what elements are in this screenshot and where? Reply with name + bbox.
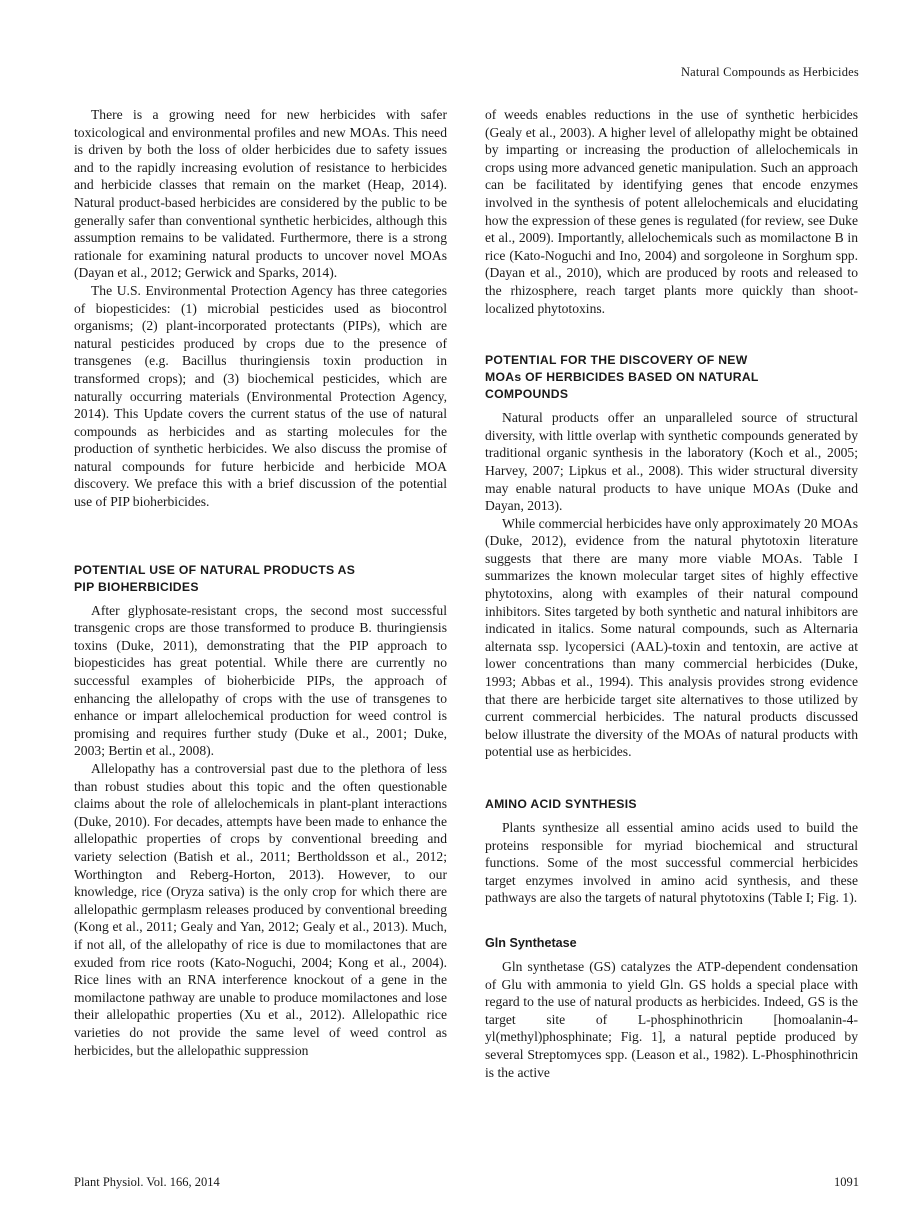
section-heading-line: COMPOUNDS: [485, 387, 569, 402]
body-paragraph: Plants synthesize all essential amino acids used to build the proteins responsible for myriad biochemical and structural functions. Some of the most successful commercial herbicides target enzymes involved in amino acid synthesis, and these pathways are also the targets of natural phytotoxins (Table I; Fig. 1).: [485, 820, 858, 906]
section-heading-line: PIP BIOHERBICIDES: [74, 579, 199, 594]
body-paragraph: Natural products offer an unparalleled source of structural diversity, with little overlap with synthetic compounds generated by traditional organic synthesis in the laboratory (Koch et al., 2005; Harvey, 2007; Lipkus et al., 2008). This wider structural diversity may enable natural products to have unique MOAs (Duke and Dayan, 2013).: [485, 410, 858, 514]
running-title: Natural Compounds as Herbicides: [680, 65, 859, 79]
section-heading-line: MOAs OF HERBICIDES BASED ON NATURAL: [485, 370, 759, 385]
body-paragraph: There is a growing need for new herbicides with safer toxicological and environmental profiles and new MOAs. This need is driven by both the loss of older herbicides due to safety issues and to the rapidly increasing evolution of resistance to herbicides and herbicide classes that remain on the market (Heap, 2014). Natural product-based herbicides are considered by the public to be generally safer than conventional synthetic herbicides, although this assumption remains to be validated. Furthermore, there is a strong rationale for examining natural products to uncover novel MOAs (Dayan et al., 2012; Gerwick and Sparks, 2014).: [74, 107, 447, 281]
body-paragraph: After glyphosate-resistant crops, the second most successful transgenic crops are those transformed to produce B. thuringiensis toxins (Duke, 2011), demonstrating that the PIP approach to biopesticides has great potential. While there are currently no successful examples of bioherbicide PIPs, the approach of enhancing the allelopathy of crops with the use of transgenes to enhance or impart allelochemical production for weed control is promising and requires further study (Duke et al., 2001; Duke, 2003; Bertin et al., 2008).: [74, 602, 447, 759]
section-heading: [485, 352, 858, 403]
subsection-heading: Gln Synthetase: [485, 935, 577, 950]
body-paragraph: Gln synthetase (GS) catalyzes the ATP-dependent condensation of Glu with ammonia to yield Gln. GS holds a special place with regard to the use of natural products as herbicides. Indeed, GS is the target site of L-phosphinothricin [homoalanin-4-yl(methyl)phosphinate; Fig. 1], a natural peptide produced by several Streptomyces spp. (Leason et al., 1982). L-Phosphinothricin is the active: [485, 958, 858, 1080]
body-paragraph: Allelopathy has a controversial past due to the plethora of less than robust studies about this topic and the often questionable claims about the role of allelochemicals in plant-plant interactions (Duke, 2010). For decades, attempts have been made to enhance the allelopathic properties of crops by conventional breeding and variety selection (Batish et al., 2011; Bertholdsson et al., 2012; Worthington and Reberg-Horton, 2013). However, to our knowledge, rice (Oryza sativa) is the only crop for which there are allelopathic germplasm releases produced by conventional breeding (Kong et al., 2011; Gealy and Yan, 2012; Gealy et al., 2013). Much, if not all, of the allelopathy of rice is due to momilactones that are exuded from rice roots (Kato-Noguchi, 2004; Kong et al., 2004). Rice lines with an RNA interference knockout of a gene in the momilactone pathway are unable to produce momilactones and lose their allelopathic properties (Xu et al., 2012). Allelopathic rice varieties do not provide the same level of weed control as herbicides, but the allelopathic suppression: [74, 761, 447, 1058]
section-heading: AMINO ACID SYNTHESIS: [485, 797, 637, 811]
section-heading-line: POTENTIAL FOR THE DISCOVERY OF NEW: [485, 353, 748, 368]
body-paragraph: While commercial herbicides have only approximately 20 MOAs (Duke, 2012), evidence from the natural phytotoxin literature suggests that there are many more viable MOAs. Table I summarizes the known molecular target sites of highly effective phytotoxins, along with examples of their natural compound inhibitors. Sites targeted by both synthetic and natural inhibitors are indicated in italics. Some natural compounds, such as Alternaria alternata ssp. lycopersici (AAL)-toxin and tentoxin, are active at lower concentrations than many commercial herbicides (Duke, 1993; Abbas et al., 1994). This analysis provides strong evidence that there are herbicide target site alternatives to those utilized by current commercial herbicides. The natural products discussed below illustrate the diversity of the MOAs of natural products with potential use as herbicides.: [485, 515, 858, 760]
section-heading-line: POTENTIAL USE OF NATURAL PRODUCTS AS: [74, 562, 356, 577]
journal-citation: Plant Physiol. Vol. 166, 2014: [74, 1175, 220, 1189]
section-heading: [74, 562, 447, 596]
left-column: [74, 106, 447, 1059]
page-number: 1091: [834, 1175, 859, 1189]
body-paragraph-continued: of weeds enables reductions in the use of synthetic herbicides (Gealy et al., 2003). A higher level of allelopathy might be obtained by imparting or increasing the production of allelochemicals in crops using more advanced genetic manipulation. Such an approach can be facilitated by identifying genes that encode enzymes involved in the synthesis of potent allelochemicals and elucidating how the expression of these genes is regulated (for review, see Duke et al., 2009). Importantly, allelochemicals such as momilactone B in rice (Kato-Noguchi and Ino, 2004) and sorgoleone in Sorghum spp. (Dayan et al., 2010), which are produced by roots and released to the rhizosphere, reach target plants more quickly than shoot-localized phytotoxins.: [485, 107, 858, 316]
right-column: [485, 106, 858, 1081]
body-paragraph: The U.S. Environmental Protection Agency has three categories of biopesticides: (1) microbial pesticides used as biocontrol organisms; (2) plant-incorporated protectants (PIPs), which are natural pesticides produced by crops due to the presence of transgenes (e.g. Bacillus thuringiensis toxin production in transformed crops); and (3) biochemical pesticides, which are naturally occurring materials (Environmental Protection Agency, 2014). This Update covers the current status of the use of natural compounds as herbicides and as starting molecules for the production of synthetic herbicides. We also discuss the promise of natural compounds for future herbicide and herbicide MOA discovery. We preface this with a brief discussion of the potential use of PIP bioherbicides.: [74, 282, 447, 510]
